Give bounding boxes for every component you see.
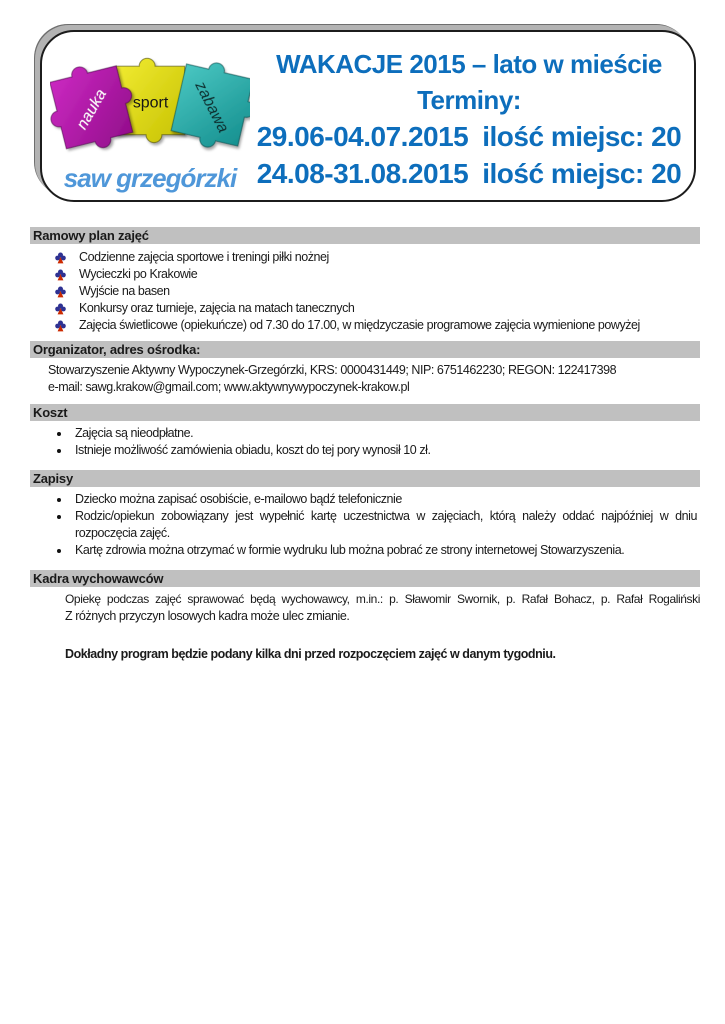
section-title: Koszt <box>33 405 68 420</box>
term-dates: 29.06-04.07.2015 <box>256 121 469 152</box>
section-title: Kadra wychowawców <box>33 571 164 586</box>
list-item <box>30 266 700 283</box>
list-item <box>30 317 700 334</box>
list-item-text: Wyjście na basen <box>79 284 170 298</box>
section-header-organizer <box>30 341 700 358</box>
list-item <box>30 249 700 266</box>
page-title: WAKACJE 2015 – lato w mieście <box>276 49 662 79</box>
dot-bullet-icon <box>57 498 61 502</box>
list-item-text: Dziecko można zapisać osobiście, e-mailowo bądź telefonicznie <box>75 492 402 506</box>
list-item-text: Codzienne zajęcia sportowe i treningi piłki nożnej <box>79 250 329 264</box>
dot-bullet-icon <box>57 549 61 553</box>
logo <box>42 32 254 194</box>
staff-block <box>65 591 700 663</box>
list-item-text: Konkursy oraz turnieje, zajęcia na matach tanecznych <box>79 301 355 315</box>
organizer-line: e-mail: sawg.krakow@gmail.com; www.aktywnywypoczynek-krakow.pl <box>48 380 410 394</box>
organizer-line: Stowarzyszenie Aktywny Wypoczynek-Grzegórzki, KRS: 0000431449; NIP: 6751462230; REGON: 122417398 <box>48 363 617 377</box>
brand-name: saw grzegórzki <box>63 163 237 193</box>
term-row-1 <box>254 118 684 155</box>
puzzle-label-nauka: nauka <box>73 86 111 133</box>
puzzle-bullet-icon <box>55 303 66 316</box>
list-item <box>30 542 700 559</box>
term-places: ilość miejsc: 20 <box>482 121 682 152</box>
section-header-plan <box>30 227 700 244</box>
term-places: ilość miejsc: 20 <box>482 158 682 189</box>
list-item-text: Wycieczki po Krakowie <box>79 267 198 281</box>
puzzle-bullet-icon <box>55 286 66 299</box>
section-title: Organizator, adres ośrodka: <box>33 342 201 357</box>
puzzle-bullet-icon <box>55 252 66 265</box>
list-item-text: Rodzic/opiekun zobowiązany jest wypełnić kartę uczestnictwa w zajęciach, którą należy oddać najpóźniej w dniu rozpoczęcia zajęć. <box>75 509 697 540</box>
organizer-block <box>48 362 700 396</box>
puzzle-bullet-icon <box>55 320 66 333</box>
puzzle-label-sport: sport <box>132 94 169 112</box>
list-item <box>30 491 700 508</box>
puzzle-bullet-icon <box>55 269 66 282</box>
list-item-text: Zajęcia są nieodpłatne. <box>75 426 194 440</box>
terms-heading: Terminy: <box>417 85 521 115</box>
section-title: Zapisy <box>33 471 73 486</box>
list-item <box>30 425 700 442</box>
dot-bullet-icon <box>57 515 61 519</box>
document-body <box>30 227 700 663</box>
puzzle-label-zabawa: zabawa <box>191 78 232 136</box>
list-item-text: Zajęcia świetlicowe (opiekuńcze) od 7.30 do 17.00, w międzyczasie programowe zajęcia wymienione powyżej <box>79 318 640 332</box>
puzzle-logo-icon <box>50 48 250 162</box>
staff-line: Z różnych przyczyn losowych kadra może ulec zmianie. <box>65 609 350 623</box>
staff-line: Opiekę podczas zajęć sprawować będą wychowawcy, m.in.: p. Sławomir Swornik, p. Rafał Bohacz, p. Rafał Rogaliński <box>65 592 700 606</box>
list-item-text: Kartę zdrowia można otrzymać w formie wydruku lub można pobrać ze strony internetowej Stowarzyszenia. <box>75 543 625 557</box>
section-header-cost <box>30 404 700 421</box>
term-row-2 <box>254 155 684 192</box>
section-header-signup <box>30 470 700 487</box>
dot-bullet-icon <box>57 449 61 453</box>
cost-list <box>30 425 700 459</box>
program-note: Dokładny program będzie podany kilka dni przed rozpoczęciem zajęć w danym tygodniu. <box>65 647 556 661</box>
list-item <box>30 508 700 542</box>
header-banner <box>40 30 696 202</box>
list-item <box>30 283 700 300</box>
list-item <box>30 442 700 459</box>
dot-bullet-icon <box>57 432 61 436</box>
list-item <box>30 300 700 317</box>
signup-list <box>30 491 700 559</box>
list-item-text: Istnieje możliwość zamówienia obiadu, koszt do tej pory wynosił 10 zł. <box>75 443 431 457</box>
term-dates: 24.08-31.08.2015 <box>256 158 469 189</box>
section-title: Ramowy plan zajęć <box>33 228 149 243</box>
plan-list <box>30 249 700 334</box>
header-text <box>254 32 694 192</box>
section-header-staff <box>30 570 700 587</box>
